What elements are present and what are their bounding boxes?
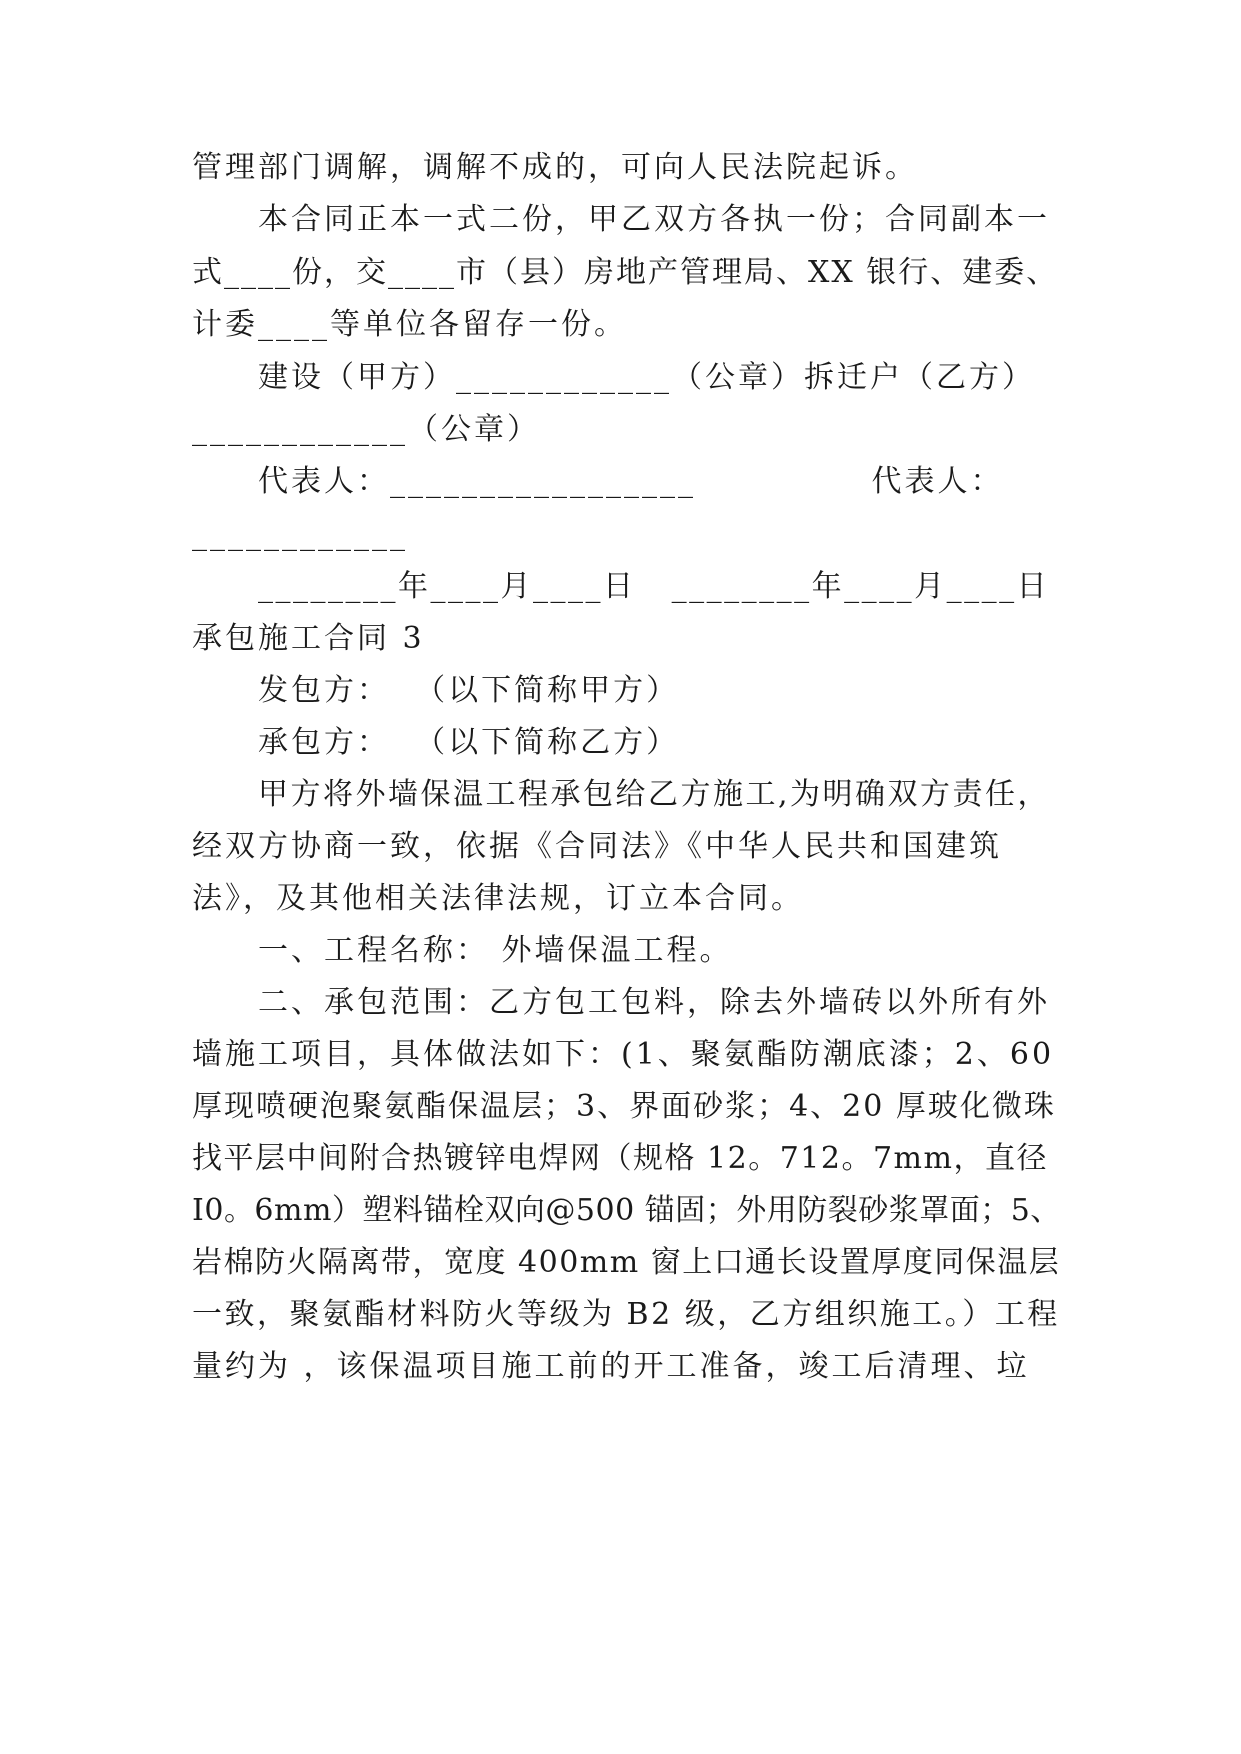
text-line: 式____份，交____市（县）房地产管理局、XX 银行、建委、 bbox=[192, 255, 1059, 290]
text-line: 墙施工项目，具体做法如下：(1、聚氨酯防潮底漆；2、60 bbox=[192, 1037, 1055, 1072]
text-line: 找平层中间附合热镀锌电焊网（规格 12。712。7mm，直径 bbox=[192, 1141, 1048, 1176]
text-line: 一、工程名称： 外墙保温工程。 bbox=[258, 933, 733, 968]
text-line: 经双方协商一致，依据《合同法》《中华人民共和国建筑 bbox=[192, 829, 1002, 864]
text-line: 管理部门调解，调解不成的，可向人民法院起诉。 bbox=[192, 150, 918, 185]
text-line: 法》，及其他相关法律法规，订立本合同。 bbox=[192, 881, 804, 916]
text-line: 承包方： （以下简称乙方） bbox=[258, 725, 680, 760]
text-line: 本合同正本一式二份，甲乙双方各执一份；合同副本一 bbox=[258, 202, 1050, 237]
text-line: 发包方： （以下简称甲方） bbox=[258, 673, 680, 708]
text-line: 岩棉防火隔离带，宽度 400mm 窗上口通长设置厚度同保温层 bbox=[192, 1245, 1061, 1280]
text-line: 计委____等单位各留存一份。 bbox=[192, 307, 627, 342]
text-line: 甲方将外墙保温工程承包给乙方施工,为明确双方责任， bbox=[258, 777, 1051, 812]
text-line: 一致，聚氨酯材料防火等级为 B2 级，乙方组织施工。）工程 bbox=[192, 1297, 1060, 1332]
text-line: 量约为 ，该保温项目施工前的开工准备，竣工后清理、垃 bbox=[192, 1349, 1030, 1384]
representative-line: ____________ bbox=[192, 517, 408, 552]
date-line: ________年____月____日 ________年____月____日 bbox=[258, 569, 1050, 604]
signature-line: ____________（公章） bbox=[192, 412, 540, 447]
text-line: 二、承包范围：乙方包工包料，除去外墙砖以外所有外 bbox=[258, 985, 1050, 1020]
section-title: 承包施工合同 3 bbox=[192, 621, 425, 656]
signature-line: 建设（甲方）____________（公章）拆迁户（乙方） bbox=[258, 360, 1035, 395]
text-line: 厚现喷硬泡聚氨酯保温层；3、界面砂浆；4、20 厚玻化微珠 bbox=[192, 1089, 1056, 1124]
representative-line: 代表人：_________________ 代表人： bbox=[258, 464, 1004, 499]
text-line: I0。6mm）塑料锚栓双向@500 锚固；外用防裂砂浆罩面；5、 bbox=[192, 1193, 1061, 1228]
